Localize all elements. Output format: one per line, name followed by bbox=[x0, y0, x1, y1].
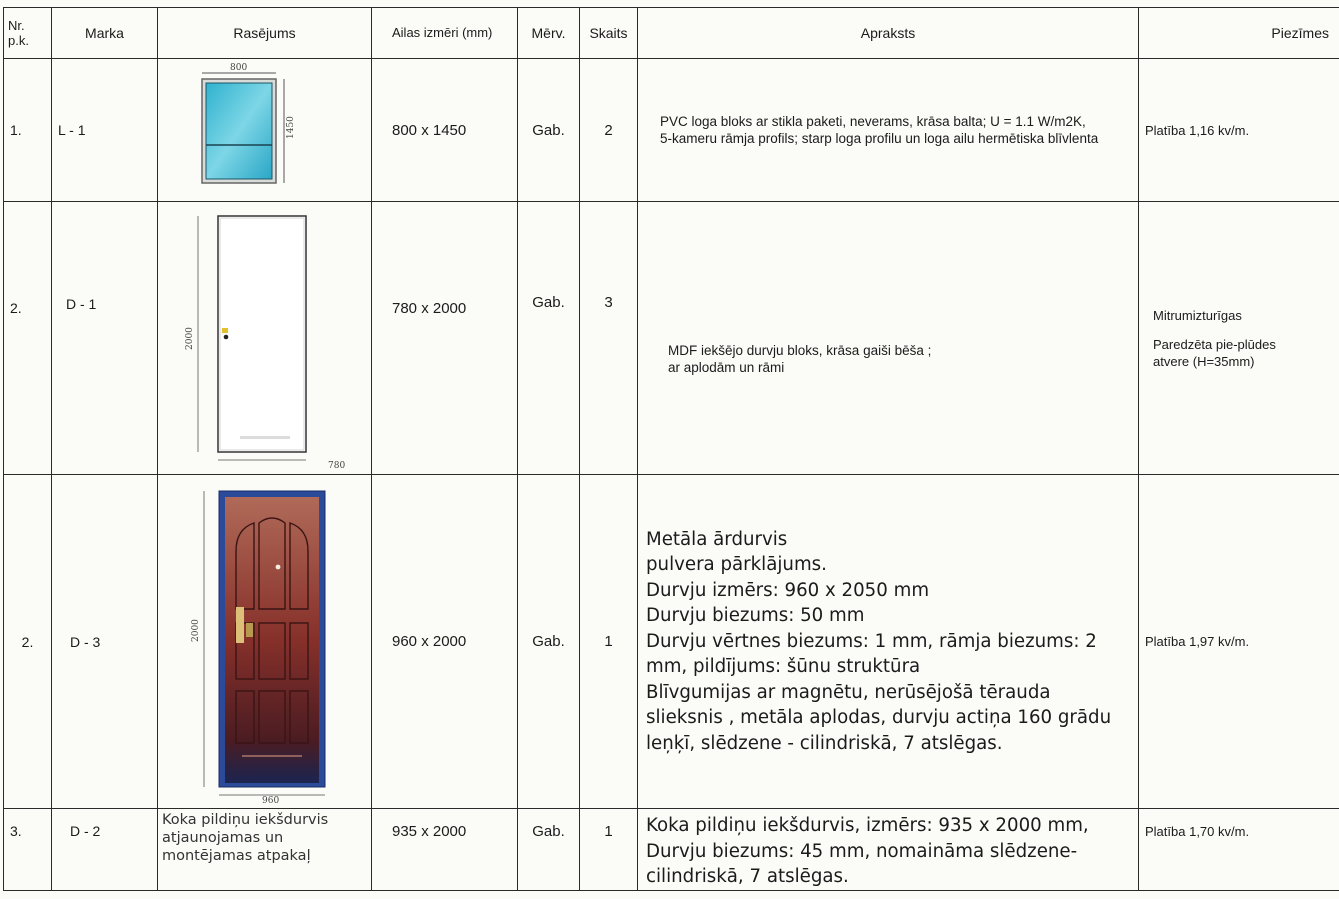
header-skaits: Skaits bbox=[580, 8, 638, 59]
drawing-width-label: 800 bbox=[230, 63, 248, 73]
header-merv: Mērv. bbox=[518, 8, 580, 59]
table-row bbox=[4, 809, 1339, 891]
desc-line: 5-kameru rāmja profils; starp loga profilu un loga ailu hermētiska blīvlenta bbox=[660, 131, 1099, 146]
row-apraksts bbox=[638, 475, 1139, 809]
row-marka: D - 2 bbox=[52, 809, 158, 891]
drawing-height-label: 2000 bbox=[185, 327, 195, 350]
row-piezimes bbox=[1139, 202, 1339, 475]
row-marka: D - 1 bbox=[52, 202, 158, 475]
row-ailas: 800 x 1450 bbox=[372, 59, 518, 202]
desc-line: Durvju izmērs: 960 x 2050 mm bbox=[646, 579, 930, 601]
row-merv: Gab. bbox=[518, 809, 580, 891]
desc-line: Koka pildiņu iekšdurvis, izmērs: 935 x 2000 mm, Durvju biezums: 45 mm, nomaināma slēdzene- cilindriskā, 7 atslēgas. bbox=[646, 815, 1089, 887]
desc-line: ar aplodām un rāmi bbox=[668, 360, 785, 375]
row-apraksts bbox=[638, 202, 1139, 475]
note-line: Platība 1,16 kv/m. bbox=[1145, 122, 1250, 138]
desc-line: PVC loga bloks ar stikla paketi, neverams, krāsa balta; U = 1.1 W/m2K, bbox=[660, 114, 1086, 129]
note-line: Mitrumizturīgas bbox=[1153, 307, 1242, 323]
desc-line: leņķī, slēdzene - cilindriskā, 7 atslēgas. bbox=[646, 732, 1003, 754]
row-ailas: 935 x 2000 bbox=[372, 809, 518, 891]
row-apraksts bbox=[638, 59, 1139, 202]
header-apraksts: Apraksts bbox=[638, 8, 1139, 59]
row-piezimes bbox=[1139, 809, 1339, 891]
row-skaits: 1 bbox=[580, 475, 638, 809]
row-skaits: 1 bbox=[580, 809, 638, 891]
drawing-width-label: 960 bbox=[262, 796, 280, 806]
row-merv: Gab. bbox=[518, 475, 580, 809]
row-apraksts bbox=[638, 809, 1139, 891]
specification-table bbox=[3, 7, 1339, 891]
desc-line: Blīvgumijas ar magnētu, nerūsējošā tērauda slieksnis , metāla aplodas, durvju actiņa 160 grādu bbox=[646, 681, 1112, 729]
header-ailas: Ailas izmēri (mm) bbox=[372, 8, 518, 59]
row-merv: Gab. bbox=[518, 59, 580, 202]
row-marka: L - 1 bbox=[52, 59, 158, 202]
desc-line: Durvju vērtnes biezums: 1 mm, rāmja biezums: 2 mm, pildījums: šūnu struktūra bbox=[646, 630, 1097, 678]
table-row bbox=[4, 202, 1339, 475]
header-nr: Nr. p.k. bbox=[4, 8, 52, 59]
row-merv: Gab. bbox=[518, 202, 580, 475]
header-marka: Marka bbox=[52, 8, 158, 59]
table-row bbox=[4, 59, 1339, 202]
drawing-width-label: 780 bbox=[328, 461, 346, 471]
window-drawing bbox=[158, 59, 372, 202]
row-piezimes bbox=[1139, 475, 1339, 809]
header-row bbox=[4, 8, 1339, 59]
header-piezimes: Piezīmes bbox=[1139, 8, 1339, 59]
row-nr: 2. bbox=[4, 475, 52, 809]
row-marka: D - 3 bbox=[52, 475, 158, 809]
door-drawing bbox=[158, 202, 372, 475]
drawing-height-label: 1450 bbox=[286, 116, 296, 139]
row-skaits: 3 bbox=[580, 202, 638, 475]
desc-line: pulvera pārklājums. bbox=[646, 554, 827, 576]
row-ailas: 780 x 2000 bbox=[372, 202, 518, 475]
header-rasejums: Rasējums bbox=[158, 8, 372, 59]
note-line: Platība 1,70 kv/m. bbox=[1145, 824, 1250, 839]
metal-door-drawing bbox=[158, 475, 372, 809]
desc-line: MDF iekšējo durvju bloks, krāsa gaiši bēša ; bbox=[668, 343, 932, 358]
desc-line: Metāla ārdurvis bbox=[646, 528, 788, 550]
table-row bbox=[4, 475, 1339, 809]
row-nr: 1. bbox=[4, 59, 52, 202]
note-line: Paredzēta pie-plūdes atvere (H=35mm) bbox=[1153, 336, 1276, 369]
drawing-height-label: 2000 bbox=[191, 619, 201, 642]
row-nr: 3. bbox=[4, 809, 52, 891]
row-piezimes bbox=[1139, 59, 1339, 202]
desc-line: Durvju biezums: 50 mm bbox=[646, 605, 865, 627]
row-rasejums-text: Koka pildiņu iekšdurvis atjaunojamas un montējamas atpakaļ bbox=[158, 809, 372, 891]
row-ailas: 960 x 2000 bbox=[372, 475, 518, 809]
row-nr: 2. bbox=[4, 202, 52, 475]
note-line: Platība 1,97 kv/m. bbox=[1145, 634, 1250, 649]
row-skaits: 2 bbox=[580, 59, 638, 202]
